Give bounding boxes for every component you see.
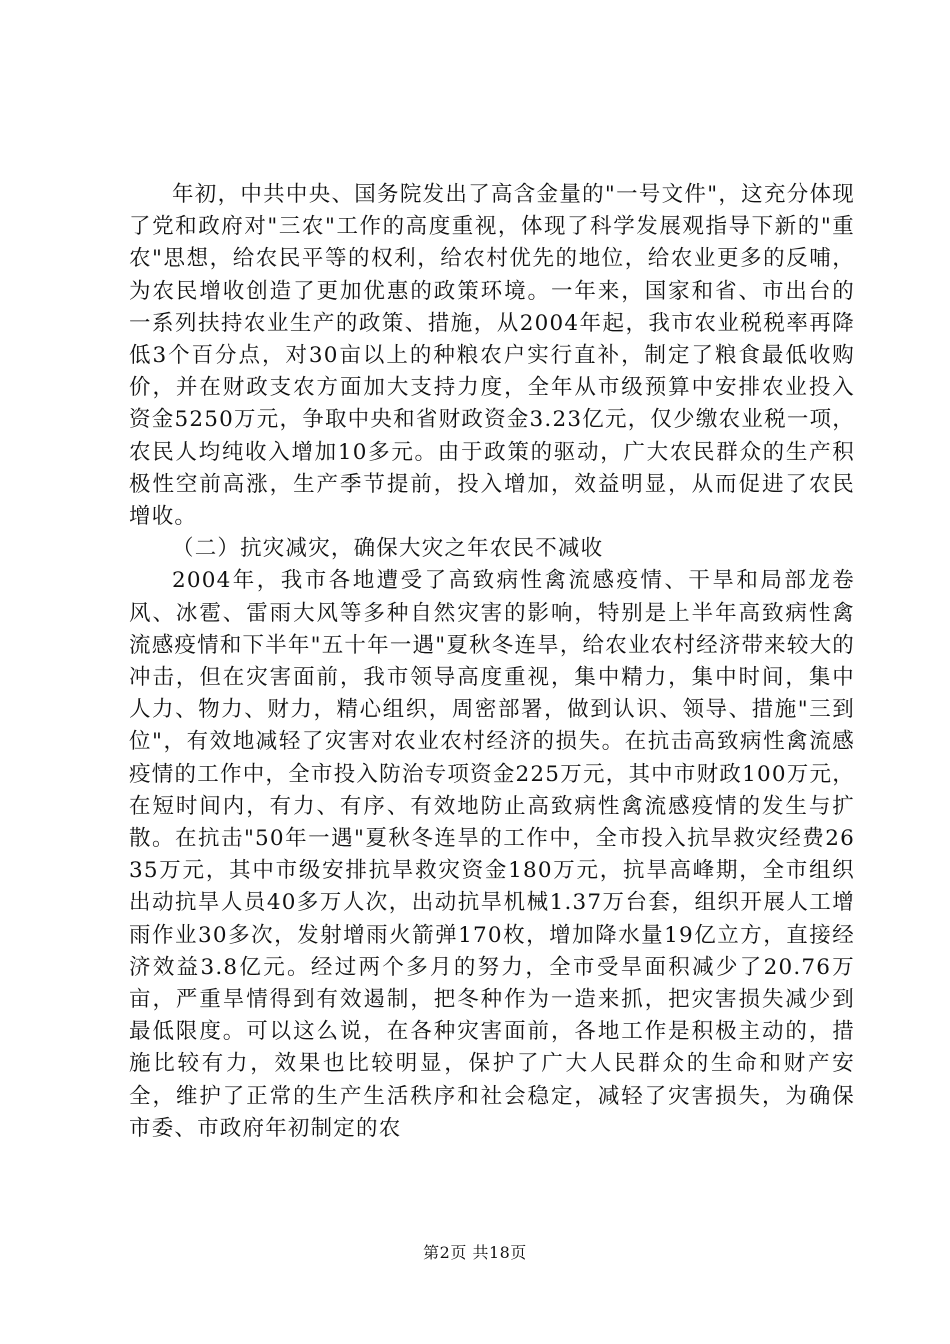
document-body xyxy=(129,179,855,1145)
paragraph-policy-support: 年初，中共中央、国务院发出了高含金量的"一号文件"，这充分体现了党和政府对"三农"工作的高度重视，体现了科学发展观指导下新的"重农"思想，给农民平等的权利，给农村优先的地位，给农业更多的反哺，为农民增收创造了更加优惠的政策环境。一年来，国家和省、市出台的一系列扶持农业生产的政策、措施，从2004年起，我市农业税税率再降低3个百分点，对30亩以上的种粮农户实行直补，制定了粮食最低收购价，并在财政支农方面加大支持力度，全年从市级预算中安排农业投入资金5250万元，争取中央和省财政资金3.23亿元，仅少缴农业税一项，农民人均纯收入增加10多元。由于政策的驱动，广大农民群众的生产积极性空前高涨，生产季节提前，投入增加，效益明显，从而促进了农民增收。 xyxy=(129,182,855,530)
section-heading-disaster-relief: （二）抗灾减灾，确保大灾之年农民不减收 xyxy=(172,536,604,562)
paragraph-disaster-relief: 2004年，我市各地遭受了高致病性禽流感疫情、干旱和局部龙卷风、冰雹、雷雨大风等多种自然灾害的影响，特别是上半年高致病性禽流感疫情和下半年"五十年一遇"夏秋冬连旱，给农业农村经济带来较大的冲击，但在灾害面前，我市领导高度重视，集中精力，集中时间，集中人力、物力、财力，精心组织，周密部署，做到认识、领导、措施"三到位"，有效地减轻了灾害对农业农村经济的损失。在抗击高致病性禽流感疫情的工作中，全市投入防治专项资金225万元，其中市财政100万元，在短时间内，有力、有序、有效地防止高致病性禽流感疫情的发生与扩散。在抗击"50年一遇"夏秋冬连旱的工作中，全市投入抗旱救灾经费2635万元，其中市级安排抗旱救灾资金180万元，抗旱高峰期，全市组织出动抗旱人员40多万人次，出动抗旱机械1.37万台套，组织开展人工增雨作业30多次，发射增雨火箭弹170枚，增加降水量19亿立方，直接经济效益3.8亿元。经过两个多月的努力，全市受旱面积减少了20.76万亩，严重旱情得到有效遏制，把冬种作为一造来抓，把灾害损失减少到最低限度。可以这么说，在各种灾害面前，各地工作是积极主动的，措施比较有力，效果也比较明显，保护了广大人民群众的生命和财产安全，维护了正常的生产生活秩序和社会稳定，减轻了灾害损失，为确保市委、市政府年初制定的农 xyxy=(129,568,855,1141)
page-number-footer: 第2页 共18页 xyxy=(423,1243,527,1262)
